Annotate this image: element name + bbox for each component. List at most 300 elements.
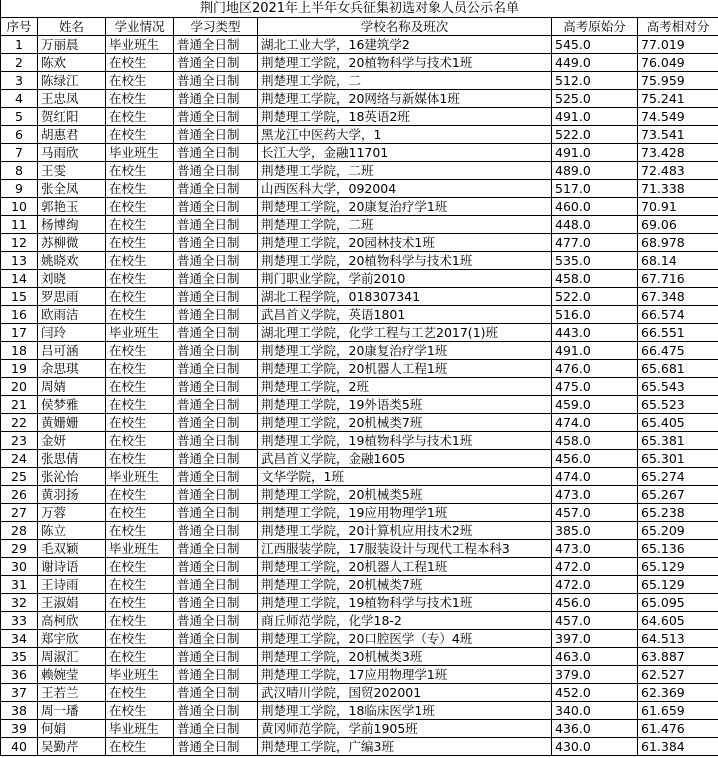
table-row xyxy=(1,720,718,738)
cell-status: 毕业班生 xyxy=(106,36,174,54)
cell-index: 35 xyxy=(1,648,38,666)
cell-study-type: 普通全日制 xyxy=(174,36,258,54)
cell-status: 在校生 xyxy=(106,432,174,450)
cell-study-type: 普通全日制 xyxy=(174,702,258,720)
cell-relative-score: 65.405 xyxy=(638,414,718,432)
page-title: 荆门地区2021年上半年女兵征集初选对象人员公示名单 xyxy=(1,0,718,18)
col-header-index: 序号 xyxy=(1,18,38,36)
cell-relative-score: 77.019 xyxy=(638,36,718,54)
cell-study-type: 普通全日制 xyxy=(174,288,258,306)
cell-study-type: 普通全日制 xyxy=(174,216,258,234)
table-row xyxy=(1,180,718,198)
col-header-study-type: 学习类型 xyxy=(174,18,258,36)
cell-index: 3 xyxy=(1,72,38,90)
cell-relative-score: 75.241 xyxy=(638,90,718,108)
cell-relative-score: 65.129 xyxy=(638,558,718,576)
cell-index: 18 xyxy=(1,342,38,360)
cell-school: 荆楚理工学院，20植物科学与技术1班 xyxy=(258,54,552,72)
cell-raw-score: 517.0 xyxy=(552,180,638,198)
table-row xyxy=(1,630,718,648)
table-row xyxy=(1,54,718,72)
cell-study-type: 普通全日制 xyxy=(174,486,258,504)
cell-study-type: 普通全日制 xyxy=(174,378,258,396)
cell-relative-score: 65.136 xyxy=(638,540,718,558)
cell-status: 毕业班生 xyxy=(106,468,174,486)
cell-name: 贺红阳 xyxy=(38,108,106,126)
cell-study-type: 普通全日制 xyxy=(174,396,258,414)
cell-relative-score: 64.605 xyxy=(638,612,718,630)
cell-school: 荆楚理工学院，2班 xyxy=(258,378,552,396)
cell-name: 陈立 xyxy=(38,522,106,540)
cell-relative-score: 68.978 xyxy=(638,234,718,252)
cell-school: 荆楚理工学院，20植物科学与技术1班 xyxy=(258,252,552,270)
cell-relative-score: 61.476 xyxy=(638,720,718,738)
cell-raw-score: 458.0 xyxy=(552,270,638,288)
cell-relative-score: 68.14 xyxy=(638,252,718,270)
cell-status: 在校生 xyxy=(106,126,174,144)
cell-relative-score: 67.716 xyxy=(638,270,718,288)
cell-index: 13 xyxy=(1,252,38,270)
cell-index: 32 xyxy=(1,594,38,612)
cell-study-type: 普通全日制 xyxy=(174,450,258,468)
cell-raw-score: 512.0 xyxy=(552,72,638,90)
cell-relative-score: 65.209 xyxy=(638,522,718,540)
cell-status: 在校生 xyxy=(106,522,174,540)
cell-raw-score: 456.0 xyxy=(552,594,638,612)
cell-study-type: 普通全日制 xyxy=(174,342,258,360)
table-row xyxy=(1,396,718,414)
cell-study-type: 普通全日制 xyxy=(174,414,258,432)
table-row xyxy=(1,72,718,90)
cell-name: 周一璠 xyxy=(38,702,106,720)
cell-status: 毕业班生 xyxy=(106,540,174,558)
table-row xyxy=(1,162,718,180)
cell-school: 湖北理工学院，化学工程与工艺2017(1)班 xyxy=(258,324,552,342)
cell-study-type: 普通全日制 xyxy=(174,306,258,324)
cell-index: 23 xyxy=(1,432,38,450)
cell-name: 毛双颖 xyxy=(38,540,106,558)
cell-name: 张沁怡 xyxy=(38,468,106,486)
cell-school: 武汉晴川学院，国贸202001 xyxy=(258,684,552,702)
col-header-school: 学校名称及班次 xyxy=(258,18,552,36)
cell-status: 毕业班生 xyxy=(106,720,174,738)
cell-raw-score: 545.0 xyxy=(552,36,638,54)
table-row xyxy=(1,234,718,252)
cell-school: 荆楚理工学院，19植物科学与技术1班 xyxy=(258,594,552,612)
cell-status: 在校生 xyxy=(106,252,174,270)
cell-status: 在校生 xyxy=(106,198,174,216)
cell-study-type: 普通全日制 xyxy=(174,738,258,756)
cell-study-type: 普通全日制 xyxy=(174,720,258,738)
title-row xyxy=(1,0,718,18)
cell-index: 38 xyxy=(1,702,38,720)
cell-status: 在校生 xyxy=(106,216,174,234)
cell-raw-score: 473.0 xyxy=(552,486,638,504)
cell-school: 荆门职业学院，学前2010 xyxy=(258,270,552,288)
cell-index: 27 xyxy=(1,504,38,522)
cell-name: 闫玲 xyxy=(38,324,106,342)
cell-study-type: 普通全日制 xyxy=(174,522,258,540)
cell-raw-score: 472.0 xyxy=(552,558,638,576)
cell-name: 王淑娟 xyxy=(38,594,106,612)
table-row xyxy=(1,540,718,558)
cell-relative-score: 65.095 xyxy=(638,594,718,612)
cell-raw-score: 473.0 xyxy=(552,540,638,558)
table-row xyxy=(1,108,718,126)
table-row xyxy=(1,648,718,666)
cell-status: 在校生 xyxy=(106,378,174,396)
table-row xyxy=(1,522,718,540)
cell-raw-score: 457.0 xyxy=(552,504,638,522)
cell-study-type: 普通全日制 xyxy=(174,90,258,108)
cell-school: 黑龙江中医药大学，1 xyxy=(258,126,552,144)
cell-raw-score: 443.0 xyxy=(552,324,638,342)
table-row xyxy=(1,144,718,162)
cell-status: 在校生 xyxy=(106,648,174,666)
cell-school: 荆楚理工学院，20机器人工程1班 xyxy=(258,558,552,576)
cell-status: 在校生 xyxy=(106,108,174,126)
cell-raw-score: 448.0 xyxy=(552,216,638,234)
cell-school: 荆楚理工学院，二班 xyxy=(258,162,552,180)
col-header-name: 姓名 xyxy=(38,18,106,36)
cell-school: 荆楚理工学院，20康复治疗学1班 xyxy=(258,342,552,360)
cell-school: 山西医科大学，092004 xyxy=(258,180,552,198)
cell-raw-score: 489.0 xyxy=(552,162,638,180)
cell-status: 在校生 xyxy=(106,414,174,432)
cell-index: 22 xyxy=(1,414,38,432)
cell-status: 在校生 xyxy=(106,180,174,198)
cell-relative-score: 65.238 xyxy=(638,504,718,522)
cell-index: 7 xyxy=(1,144,38,162)
cell-index: 10 xyxy=(1,198,38,216)
cell-raw-score: 474.0 xyxy=(552,468,638,486)
table-row xyxy=(1,288,718,306)
cell-raw-score: 430.0 xyxy=(552,738,638,756)
cell-index: 36 xyxy=(1,666,38,684)
cell-raw-score: 452.0 xyxy=(552,684,638,702)
cell-school: 武昌首义学院，英语1801 xyxy=(258,306,552,324)
cell-school: 荆楚理工学院，17应用物理学1班 xyxy=(258,666,552,684)
cell-status: 毕业班生 xyxy=(106,324,174,342)
cell-study-type: 普通全日制 xyxy=(174,126,258,144)
cell-relative-score: 65.129 xyxy=(638,576,718,594)
cell-index: 28 xyxy=(1,522,38,540)
cell-name: 万丽晨 xyxy=(38,36,106,54)
cell-name: 谢诗语 xyxy=(38,558,106,576)
cell-name: 王雯 xyxy=(38,162,106,180)
cell-school: 荆楚理工学院，广编3班 xyxy=(258,738,552,756)
cell-status: 在校生 xyxy=(106,162,174,180)
cell-study-type: 普通全日制 xyxy=(174,684,258,702)
table-row xyxy=(1,252,718,270)
cell-raw-score: 340.0 xyxy=(552,702,638,720)
col-header-status: 学业情况 xyxy=(106,18,174,36)
cell-status: 在校生 xyxy=(106,504,174,522)
cell-name: 侯梦雅 xyxy=(38,396,106,414)
cell-study-type: 普通全日制 xyxy=(174,666,258,684)
cell-study-type: 普通全日制 xyxy=(174,360,258,378)
cell-name: 苏柳微 xyxy=(38,234,106,252)
table-row xyxy=(1,702,718,720)
cell-index: 37 xyxy=(1,684,38,702)
cell-name: 胡惠君 xyxy=(38,126,106,144)
cell-name: 张全凤 xyxy=(38,180,106,198)
cell-school: 荆楚理工学院，20口腔医学（专）4班 xyxy=(258,630,552,648)
cell-study-type: 普通全日制 xyxy=(174,270,258,288)
cell-raw-score: 457.0 xyxy=(552,612,638,630)
cell-raw-score: 436.0 xyxy=(552,720,638,738)
cell-relative-score: 71.338 xyxy=(638,180,718,198)
cell-name: 张思倩 xyxy=(38,450,106,468)
cell-relative-score: 64.513 xyxy=(638,630,718,648)
cell-raw-score: 516.0 xyxy=(552,306,638,324)
table-row xyxy=(1,126,718,144)
cell-school: 荆楚理工学院，20机械类7班 xyxy=(258,576,552,594)
table-row xyxy=(1,198,718,216)
cell-school: 荆楚理工学院，20机械类3班 xyxy=(258,648,552,666)
cell-index: 34 xyxy=(1,630,38,648)
cell-index: 31 xyxy=(1,576,38,594)
cell-status: 在校生 xyxy=(106,486,174,504)
cell-relative-score: 73.541 xyxy=(638,126,718,144)
cell-relative-score: 62.527 xyxy=(638,666,718,684)
cell-relative-score: 65.543 xyxy=(638,378,718,396)
cell-name: 周婧 xyxy=(38,378,106,396)
cell-study-type: 普通全日制 xyxy=(174,234,258,252)
cell-relative-score: 65.301 xyxy=(638,450,718,468)
cell-study-type: 普通全日制 xyxy=(174,54,258,72)
cell-relative-score: 65.381 xyxy=(638,432,718,450)
col-header-relative-score: 高考相对分 xyxy=(638,18,718,36)
cell-relative-score: 76.049 xyxy=(638,54,718,72)
table-row xyxy=(1,738,718,756)
cell-relative-score: 66.475 xyxy=(638,342,718,360)
cell-relative-score: 74.549 xyxy=(638,108,718,126)
cell-index: 17 xyxy=(1,324,38,342)
cell-index: 12 xyxy=(1,234,38,252)
cell-school: 文华学院，1班 xyxy=(258,468,552,486)
cell-relative-score: 67.348 xyxy=(638,288,718,306)
cell-name: 马雨欣 xyxy=(38,144,106,162)
table-row xyxy=(1,36,718,54)
cell-relative-score: 72.483 xyxy=(638,162,718,180)
cell-name: 陈绿江 xyxy=(38,72,106,90)
cell-status: 在校生 xyxy=(106,612,174,630)
cell-school: 荆楚理工学院，19应用物理学1班 xyxy=(258,504,552,522)
cell-status: 在校生 xyxy=(106,684,174,702)
cell-school: 荆楚理工学院，20机械类5班 xyxy=(258,486,552,504)
cell-index: 25 xyxy=(1,468,38,486)
cell-study-type: 普通全日制 xyxy=(174,432,258,450)
cell-raw-score: 491.0 xyxy=(552,342,638,360)
cell-index: 9 xyxy=(1,180,38,198)
cell-status: 在校生 xyxy=(106,90,174,108)
cell-status: 毕业班生 xyxy=(106,666,174,684)
cell-raw-score: 535.0 xyxy=(552,252,638,270)
cell-raw-score: 379.0 xyxy=(552,666,638,684)
cell-index: 1 xyxy=(1,36,38,54)
cell-name: 陈欢 xyxy=(38,54,106,72)
cell-status: 在校生 xyxy=(106,450,174,468)
cell-name: 吕可涵 xyxy=(38,342,106,360)
cell-relative-score: 66.551 xyxy=(638,324,718,342)
cell-index: 8 xyxy=(1,162,38,180)
table-row xyxy=(1,504,718,522)
cell-raw-score: 449.0 xyxy=(552,54,638,72)
cell-study-type: 普通全日制 xyxy=(174,648,258,666)
cell-study-type: 普通全日制 xyxy=(174,540,258,558)
cell-name: 郑宇欣 xyxy=(38,630,106,648)
table-row xyxy=(1,486,718,504)
cell-raw-score: 456.0 xyxy=(552,450,638,468)
cell-raw-score: 475.0 xyxy=(552,378,638,396)
cell-relative-score: 66.574 xyxy=(638,306,718,324)
cell-status: 在校生 xyxy=(106,396,174,414)
cell-relative-score: 61.384 xyxy=(638,738,718,756)
cell-status: 在校生 xyxy=(106,360,174,378)
cell-status: 在校生 xyxy=(106,306,174,324)
cell-status: 在校生 xyxy=(106,234,174,252)
cell-raw-score: 477.0 xyxy=(552,234,638,252)
cell-study-type: 普通全日制 xyxy=(174,504,258,522)
cell-name: 欧雨洁 xyxy=(38,306,106,324)
cell-status: 毕业班生 xyxy=(106,144,174,162)
table-row xyxy=(1,306,718,324)
cell-study-type: 普通全日制 xyxy=(174,630,258,648)
table-row xyxy=(1,558,718,576)
cell-school: 荆楚理工学院，二班 xyxy=(258,216,552,234)
cell-relative-score: 65.523 xyxy=(638,396,718,414)
cell-index: 4 xyxy=(1,90,38,108)
cell-index: 39 xyxy=(1,720,38,738)
cell-name: 余思琪 xyxy=(38,360,106,378)
cell-index: 24 xyxy=(1,450,38,468)
cell-index: 6 xyxy=(1,126,38,144)
cell-raw-score: 491.0 xyxy=(552,108,638,126)
cell-raw-score: 460.0 xyxy=(552,198,638,216)
cell-relative-score: 65.274 xyxy=(638,468,718,486)
cell-name: 姚晓欢 xyxy=(38,252,106,270)
table-row xyxy=(1,342,718,360)
cell-school: 荆楚理工学院，18英语2班 xyxy=(258,108,552,126)
cell-relative-score: 65.681 xyxy=(638,360,718,378)
cell-study-type: 普通全日制 xyxy=(174,144,258,162)
cell-name: 何娟 xyxy=(38,720,106,738)
cell-name: 黄姗姗 xyxy=(38,414,106,432)
cell-name: 王诗雨 xyxy=(38,576,106,594)
cell-index: 30 xyxy=(1,558,38,576)
table-row xyxy=(1,468,718,486)
cell-index: 33 xyxy=(1,612,38,630)
cell-name: 郭艳玉 xyxy=(38,198,106,216)
cell-name: 刘晓 xyxy=(38,270,106,288)
cell-raw-score: 397.0 xyxy=(552,630,638,648)
cell-study-type: 普通全日制 xyxy=(174,252,258,270)
cell-name: 周淑汇 xyxy=(38,648,106,666)
cell-study-type: 普通全日制 xyxy=(174,468,258,486)
cell-name: 王若兰 xyxy=(38,684,106,702)
cell-index: 26 xyxy=(1,486,38,504)
cell-study-type: 普通全日制 xyxy=(174,324,258,342)
cell-school: 荆楚理工学院，20网络与新媒体1班 xyxy=(258,90,552,108)
cell-name: 罗思雨 xyxy=(38,288,106,306)
cell-study-type: 普通全日制 xyxy=(174,72,258,90)
table-row xyxy=(1,90,718,108)
cell-raw-score: 472.0 xyxy=(552,576,638,594)
cell-relative-score: 73.428 xyxy=(638,144,718,162)
cell-index: 5 xyxy=(1,108,38,126)
cell-name: 高柯欣 xyxy=(38,612,106,630)
table-row xyxy=(1,270,718,288)
cell-status: 在校生 xyxy=(106,54,174,72)
cell-name: 黄羽扬 xyxy=(38,486,106,504)
cell-school: 武昌首义学院，金融1605 xyxy=(258,450,552,468)
cell-name: 杨博绚 xyxy=(38,216,106,234)
cell-study-type: 普通全日制 xyxy=(174,162,258,180)
cell-status: 在校生 xyxy=(106,702,174,720)
cell-school: 荆楚理工学院，20机器人工程1班 xyxy=(258,360,552,378)
cell-raw-score: 385.0 xyxy=(552,522,638,540)
cell-school: 荆楚理工学院，20园林技术1班 xyxy=(258,234,552,252)
cell-status: 在校生 xyxy=(106,594,174,612)
cell-name: 赖婉莹 xyxy=(38,666,106,684)
cell-relative-score: 69.06 xyxy=(638,216,718,234)
cell-raw-score: 522.0 xyxy=(552,288,638,306)
cell-school: 长江大学，金融11701 xyxy=(258,144,552,162)
table-row xyxy=(1,378,718,396)
cell-status: 在校生 xyxy=(106,630,174,648)
col-header-raw-score: 高考原始分 xyxy=(552,18,638,36)
cell-name: 万蓉 xyxy=(38,504,106,522)
cell-school: 荆楚理工学院，20机械类7班 xyxy=(258,414,552,432)
cell-study-type: 普通全日制 xyxy=(174,198,258,216)
cell-raw-score: 458.0 xyxy=(552,432,638,450)
cell-index: 11 xyxy=(1,216,38,234)
cell-school: 荆楚理工学院，二 xyxy=(258,72,552,90)
cell-status: 在校生 xyxy=(106,738,174,756)
header-row xyxy=(1,18,718,36)
cell-study-type: 普通全日制 xyxy=(174,108,258,126)
cell-relative-score: 70.91 xyxy=(638,198,718,216)
cell-relative-score: 65.267 xyxy=(638,486,718,504)
cell-school: 湖北工程学院，018307341 xyxy=(258,288,552,306)
cell-school: 荆楚理工学院，18临床医学1班 xyxy=(258,702,552,720)
cell-status: 在校生 xyxy=(106,288,174,306)
cell-school: 荆楚理工学院，19植物科学与技术1班 xyxy=(258,432,552,450)
cell-study-type: 普通全日制 xyxy=(174,612,258,630)
cell-index: 19 xyxy=(1,360,38,378)
cell-status: 在校生 xyxy=(106,576,174,594)
table-row xyxy=(1,666,718,684)
table-row xyxy=(1,414,718,432)
cell-index: 29 xyxy=(1,540,38,558)
cell-study-type: 普通全日制 xyxy=(174,576,258,594)
cell-school: 荆楚理工学院，19外语类5班 xyxy=(258,396,552,414)
cell-raw-score: 463.0 xyxy=(552,648,638,666)
cell-relative-score: 63.887 xyxy=(638,648,718,666)
cell-relative-score: 61.659 xyxy=(638,702,718,720)
cell-relative-score: 62.369 xyxy=(638,684,718,702)
cell-status: 在校生 xyxy=(106,342,174,360)
cell-index: 14 xyxy=(1,270,38,288)
table-row xyxy=(1,684,718,702)
table-row xyxy=(1,612,718,630)
table-row xyxy=(1,432,718,450)
table-row xyxy=(1,594,718,612)
cell-study-type: 普通全日制 xyxy=(174,558,258,576)
cell-index: 40 xyxy=(1,738,38,756)
cell-study-type: 普通全日制 xyxy=(174,180,258,198)
